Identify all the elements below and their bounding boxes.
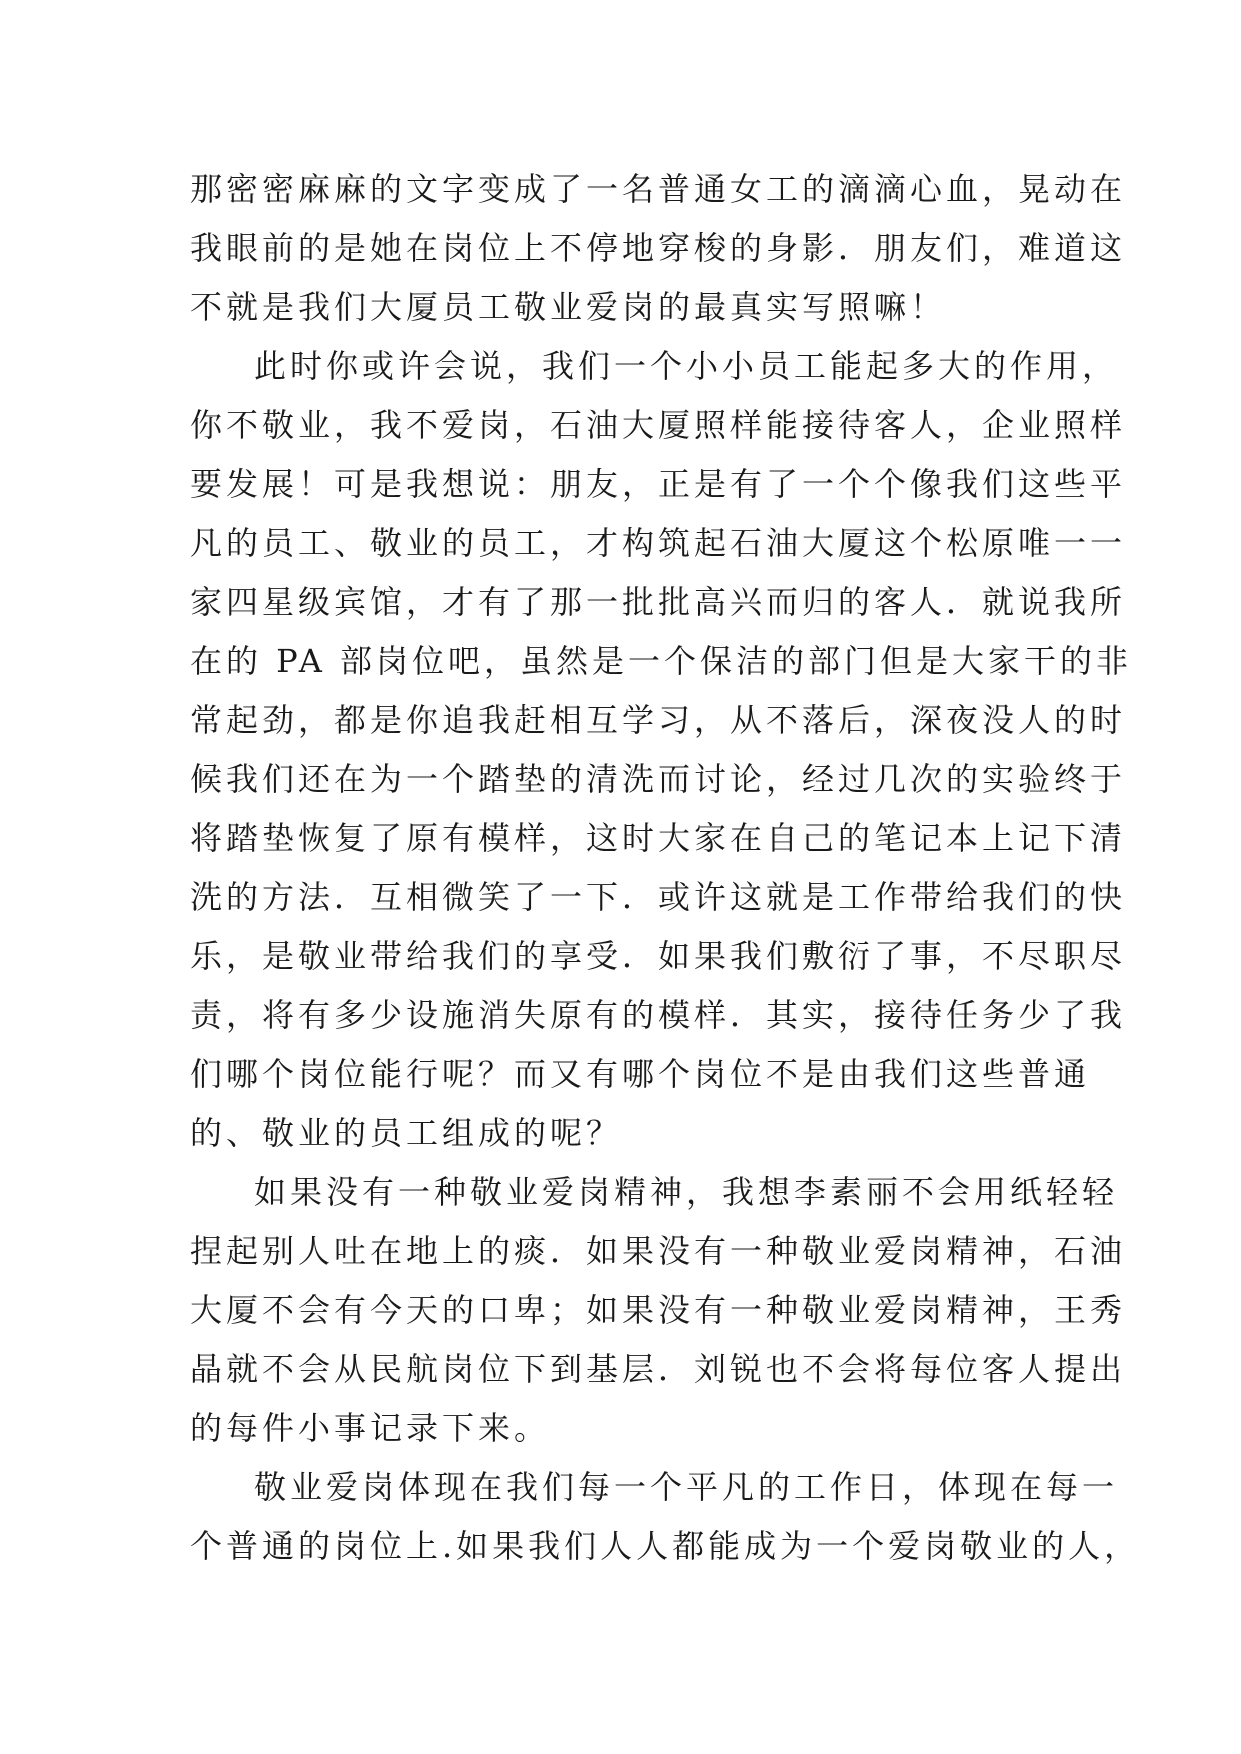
text-line: 那密密麻麻的文字变成了一名普通女工的滴滴心血，晃动在 — [190, 170, 1127, 208]
text-line: 捏起别人吐在地上的痰．如果没有一种敬业爱岗精神，石油 — [190, 1232, 1127, 1270]
text-line: 将踏垫恢复了原有模样，这时大家在自己的笔记本上记下清 — [190, 819, 1127, 857]
text-line: 候我们还在为一个踏垫的清洗而讨论，经过几次的实验终于 — [190, 760, 1127, 798]
text-line: 在的 PA 部岗位吧，虽然是一个保洁的部门但是大家干的非 — [190, 642, 1133, 680]
paragraph-first-line: 敬业爱岗体现在我们每一个平凡的工作日，体现在每一 — [254, 1468, 1119, 1506]
text-line: 们哪个岗位能行呢？而又有哪个岗位不是由我们这些普通 — [190, 1055, 1091, 1093]
paragraph-first-line: 此时你或许会说，我们一个小小员工能起多大的作用， — [254, 347, 1119, 385]
text-line: 乐，是敬业带给我们的享受．如果我们敷衍了事，不尽职尽 — [190, 937, 1127, 975]
text-line: 责，将有多少设施消失原有的模样．其实，接待任务少了我 — [190, 996, 1127, 1034]
text-line: 个普通的岗位上.如果我们人人都能成为一个爱岗敬业的人， — [190, 1527, 1141, 1565]
text-line: 的、敬业的员工组成的呢？ — [190, 1114, 623, 1152]
text-line: 洗的方法．互相微笑了一下．或许这就是工作带给我们的快 — [190, 878, 1127, 916]
text-line: 要发展！可是我想说：朋友，正是有了一个个像我们这些平 — [190, 465, 1127, 503]
text-line: 凡的员工、敬业的员工，才构筑起石油大厦这个松原唯一一 — [190, 524, 1127, 562]
text-line: 不就是我们大厦员工敬业爱岗的最真实写照嘛！ — [190, 288, 947, 326]
text-line: 你不敬业，我不爱岗，石油大厦照样能接待客人，企业照样 — [190, 406, 1127, 444]
text-line: 晶就不会从民航岗位下到基层．刘锐也不会将每位客人提出 — [190, 1350, 1127, 1388]
text-line: 的每件小事记录下来。 — [190, 1409, 551, 1447]
text-line: 我眼前的是她在岗位上不停地穿梭的身影．朋友们，难道这 — [190, 229, 1127, 267]
text-line: 常起劲，都是你追我赶相互学习，从不落后，深夜没人的时 — [190, 701, 1127, 739]
text-line: 家四星级宾馆，才有了那一批批高兴而归的客人．就说我所 — [190, 583, 1127, 621]
document-body — [190, 160, 1141, 1576]
paragraph-first-line: 如果没有一种敬业爱岗精神，我想李素丽不会用纸轻轻 — [254, 1173, 1119, 1211]
text-line: 大厦不会有今天的口卑；如果没有一种敬业爱岗精神，王秀 — [190, 1291, 1127, 1329]
